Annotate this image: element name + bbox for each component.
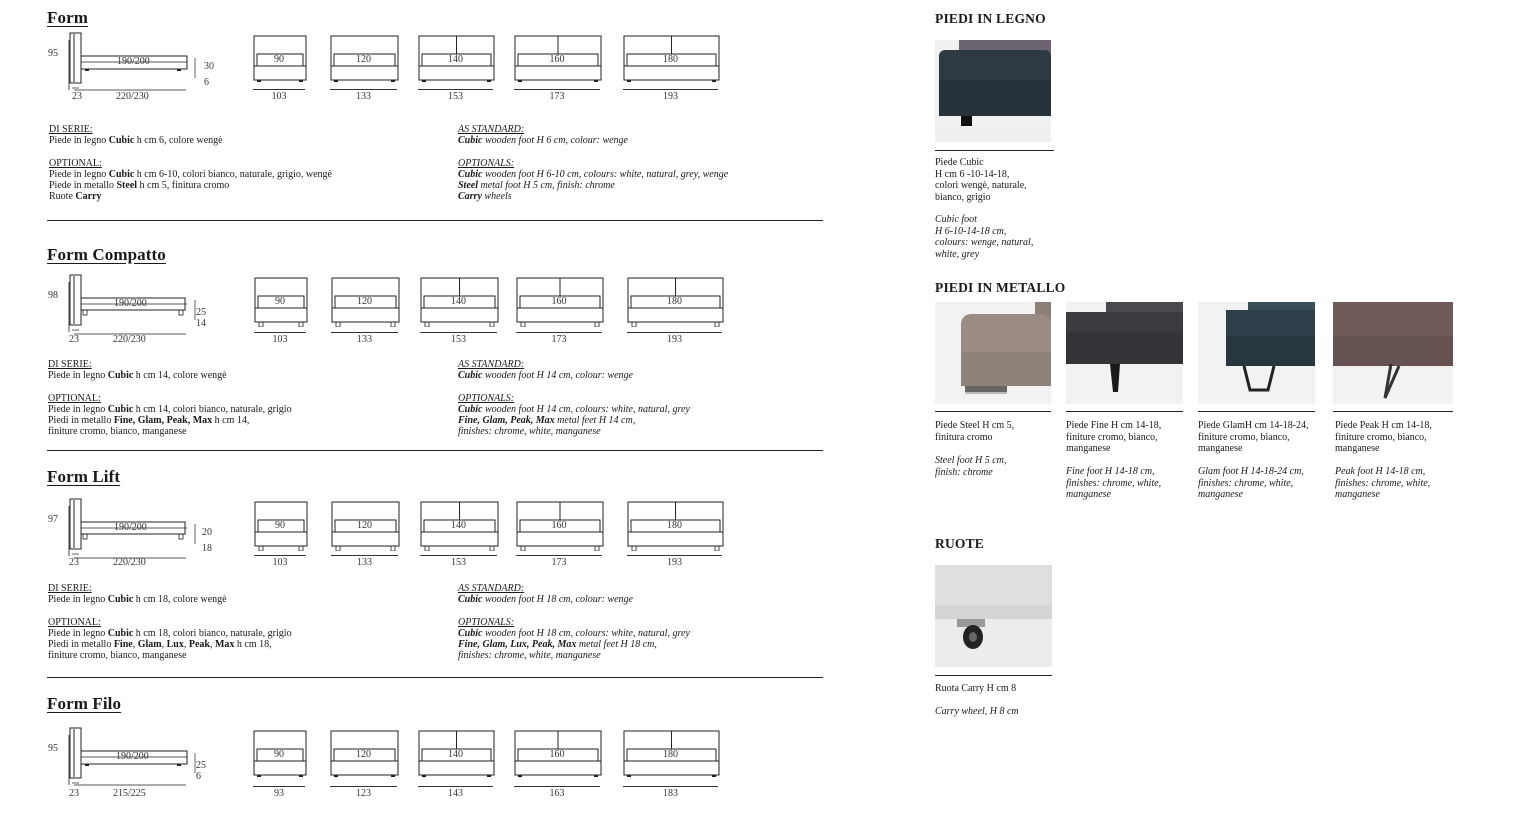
total-line <box>623 89 718 90</box>
photo-carry-wheel <box>935 565 1052 667</box>
side-length: 190/200 <box>117 56 150 67</box>
front-width-label: 180 <box>667 520 682 531</box>
side-h1: 30 <box>204 61 214 72</box>
front-total-label: 193 <box>667 334 682 345</box>
caption-steel-it: Piede Steel H cm 5, finitura cromo <box>935 420 1015 443</box>
section-divider <box>47 220 823 221</box>
front-width-label: 160 <box>549 749 565 760</box>
side-length: 190/200 <box>114 298 147 309</box>
front-total-label: 123 <box>356 788 371 799</box>
side-h2: 18 <box>202 543 212 554</box>
heading-piedi-in-metallo: PIEDI IN METALLO <box>935 280 1066 295</box>
section-title: Form Filo <box>47 694 122 713</box>
spec-english: AS STANDARD: Cubic wooden foot H 14 cm, colour: wenge OPTIONALS: Cubic wooden foot H 14 cm, colours: white, natural, grey Fine, Glam, Peak, Max metal feet H 14 cm, finishes: chrome, white, manganese <box>458 359 690 438</box>
front-width-label: 180 <box>663 749 678 760</box>
total-line <box>418 786 493 787</box>
spec-english: AS STANDARD: Cubic wooden foot H 18 cm, colour: wenge OPTIONALS: Cubic wooden foot H 18 cm, colours: white, natural, grey Fine, Glam, Lux, Peak, Max metal feet H 18 cm, finishes: chrome, white, manganese <box>458 583 690 662</box>
total-line <box>330 786 397 787</box>
spec-english: AS STANDARD: Cubic wooden foot H 6 cm, colour: wenge OPTIONALS: Cubic wooden foot H 6-10 cm, colours: white, natural, grey, wenge Steel metal foot H 5 cm, finish: chrome Carry wheels <box>458 124 729 203</box>
front-total-label: 153 <box>451 557 466 568</box>
side-total: 220/230 <box>113 557 146 568</box>
side-h2: 14 <box>196 318 206 329</box>
front-width-label: 120 <box>357 296 372 307</box>
caption-fine-it: Piede Fine H cm 14-18, finiture cromo, bianco, manganese <box>1066 420 1162 454</box>
side-h1: 25 <box>196 307 206 318</box>
caption-carry-en: Carry wheel, H 8 cm <box>935 706 1019 717</box>
front-total-label: 193 <box>663 91 678 102</box>
caption-steel-en: Steel foot H 5 cm, finish: chrome <box>935 455 1007 478</box>
spec-italian: DI SERIE: Piede in legno Cubic h cm 6, colore wengè OPTIONAL: Piede in legno Cubic h cm 6-10, colori bianco, naturale, grigio, wengè Piede in metallo Steel h cm 5, finitura cromo Ruote Carry <box>49 124 332 203</box>
caption-peak-it: Piede Peak H cm 14-18, finiture cromo, bianco, manganese <box>1335 420 1432 454</box>
front-total-label: 133 <box>357 557 372 568</box>
front-total-label: 93 <box>274 788 284 799</box>
caption-carry-it: Ruota Carry H cm 8 <box>935 683 1017 694</box>
front-width-label: 120 <box>357 520 372 531</box>
divider <box>1066 411 1183 412</box>
side-h1: 25 <box>196 760 206 771</box>
side-length: 190/200 <box>114 522 147 533</box>
side-height: 95 <box>48 48 58 59</box>
total-line <box>516 555 602 556</box>
front-width-label: 140 <box>451 520 466 531</box>
side-foot: 23 <box>69 334 79 345</box>
front-width-label: 180 <box>663 54 678 65</box>
total-line <box>254 555 306 556</box>
section-title: Form Lift <box>47 467 121 486</box>
total-line <box>418 89 493 90</box>
total-line <box>514 786 600 787</box>
front-width-label: 90 <box>274 749 284 760</box>
front-total-label: 173 <box>551 334 567 345</box>
photo-fine-foot <box>1066 302 1183 404</box>
caption-cubic-en: Cubic foot H 6-10-14-18 cm, colours: wenge, natural, white, grey <box>935 214 1034 260</box>
caption-glam-it: Piede GlamH cm 14-18-24, finiture cromo, bianco, manganese <box>1198 420 1309 454</box>
front-width-label: 140 <box>448 54 463 65</box>
front-total-label: 173 <box>551 557 567 568</box>
front-width-label: 120 <box>356 54 371 65</box>
section-title: Form <box>47 8 88 27</box>
front-total-label: 103 <box>271 91 287 102</box>
caption-peak-en: Peak foot H 14-18 cm, finishes: chrome, white, manganese <box>1335 466 1431 500</box>
front-width-label: 160 <box>549 54 565 65</box>
spec-italian: DI SERIE: Piede in legno Cubic h cm 14, colore wengè OPTIONAL: Piede in legno Cubic h cm 14, colori bianco, naturale, grigio Piedi in metallo Fine, Glam, Peak, Max h cm 14, finiture cromo, bianco, manganese <box>48 359 292 438</box>
heading-piedi-in-legno: PIEDI IN LEGNO <box>935 11 1046 26</box>
side-h2: 6 <box>204 77 209 88</box>
total-line <box>623 786 718 787</box>
total-line <box>514 89 600 90</box>
front-width-label: 140 <box>448 749 463 760</box>
divider <box>1198 411 1315 412</box>
front-width-label: 160 <box>551 520 567 531</box>
divider <box>1333 411 1453 412</box>
total-line <box>254 332 306 333</box>
total-line <box>627 555 722 556</box>
side-total: 220/230 <box>113 334 146 345</box>
front-total-label: 133 <box>357 334 372 345</box>
front-total-label: 103 <box>272 334 288 345</box>
side-foot: 23 <box>72 91 82 102</box>
total-line <box>331 555 398 556</box>
front-total-label: 183 <box>663 788 678 799</box>
side-foot: 23 <box>69 557 79 568</box>
section-divider <box>47 450 823 451</box>
side-height: 95 <box>48 743 58 754</box>
side-height: 97 <box>48 514 58 525</box>
front-width-label: 160 <box>551 296 567 307</box>
front-total-label: 153 <box>451 334 466 345</box>
front-width-label: 90 <box>274 54 284 65</box>
front-total-label: 173 <box>549 91 565 102</box>
total-line <box>330 89 397 90</box>
side-length: 190/200 <box>116 751 149 762</box>
photo-cubic-foot <box>935 40 1051 142</box>
side-foot: 23 <box>69 788 79 799</box>
side-height: 98 <box>48 290 58 301</box>
caption-glam-en: Glam foot H 14-18-24 cm, finishes: chrome, white, manganese <box>1198 466 1304 500</box>
front-total-label: 153 <box>448 91 463 102</box>
total-line <box>253 786 305 787</box>
divider <box>935 411 1051 412</box>
total-line <box>253 89 305 90</box>
side-h1: 20 <box>202 527 212 538</box>
side-total: 215/225 <box>113 788 146 799</box>
photo-steel-foot <box>935 302 1051 404</box>
front-total-label: 103 <box>272 557 288 568</box>
side-h2: 6 <box>196 771 201 782</box>
divider <box>935 675 1052 676</box>
front-total-label: 163 <box>549 788 565 799</box>
side-total: 220/230 <box>116 91 149 102</box>
front-width-label: 120 <box>356 749 371 760</box>
section-title: Form Compatto <box>47 245 166 264</box>
spec-italian: DI SERIE: Piede in legno Cubic h cm 18, colore wengè OPTIONAL: Piede in legno Cubic h cm 18, colori bianco, naturale, grigio Piedi in metallo Fine, Glam, Lux, Peak, Max h cm 18, finiture cromo, bianco, manganese <box>48 583 292 662</box>
caption-fine-en: Fine foot H 14-18 cm, finishes: chrome, white, manganese <box>1066 466 1162 500</box>
caption-cubic-it: Piede Cubic H cm 6 -10-14-18, colori wengè, naturale, bianco, grigio <box>935 157 1027 203</box>
front-width-label: 180 <box>667 296 682 307</box>
total-line <box>331 332 398 333</box>
total-line <box>420 555 497 556</box>
front-total-label: 193 <box>667 557 682 568</box>
total-line <box>627 332 722 333</box>
total-line <box>420 332 497 333</box>
section-divider <box>47 677 823 678</box>
front-total-label: 133 <box>356 91 371 102</box>
total-line <box>516 332 602 333</box>
front-width-label: 90 <box>275 520 285 531</box>
front-width-label: 140 <box>451 296 466 307</box>
front-width-label: 90 <box>275 296 285 307</box>
divider <box>935 150 1054 151</box>
photo-peak-foot <box>1333 302 1453 404</box>
heading-ruote: RUOTE <box>935 536 985 551</box>
photo-glam-foot <box>1198 302 1315 404</box>
front-total-label: 143 <box>448 788 463 799</box>
